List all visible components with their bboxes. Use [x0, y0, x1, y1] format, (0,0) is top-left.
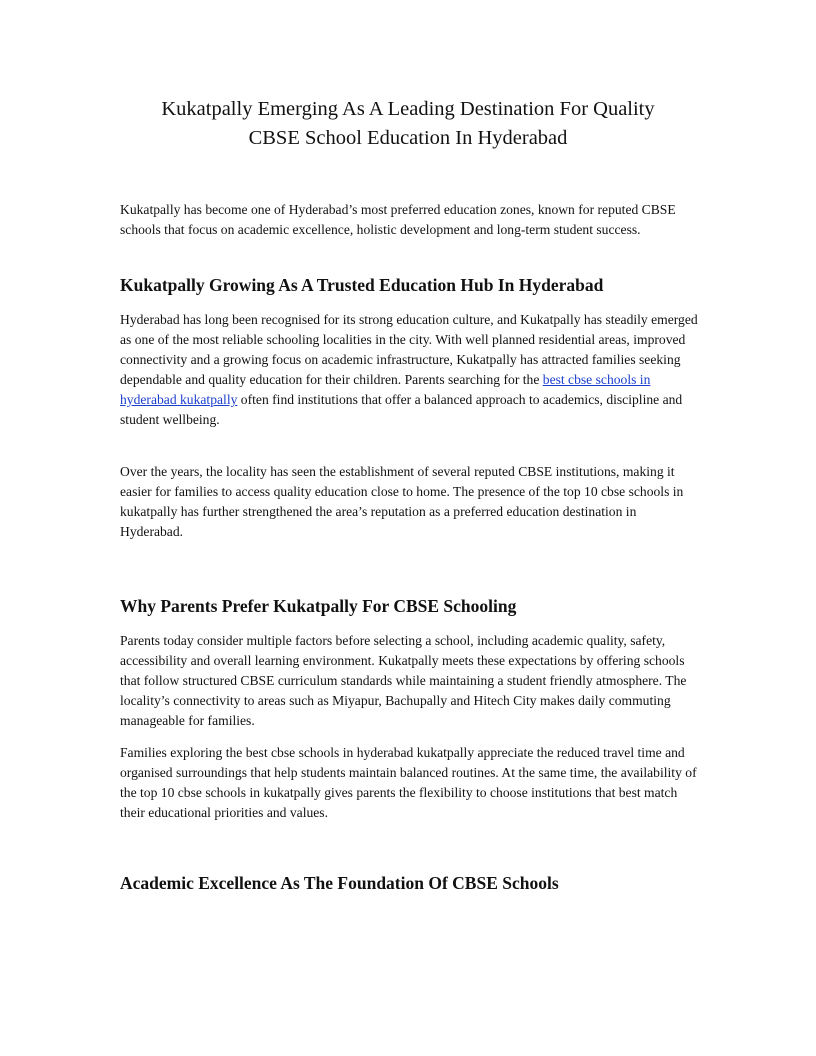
education-hub-paragraph-1 — [120, 310, 702, 430]
section-heading-education-hub: Kukatpally Growing As A Trusted Education Hub In Hyderabad — [120, 275, 604, 295]
section-heading-academic-excellence: Academic Excellence As The Foundation Of CBSE Schools — [120, 873, 559, 893]
section-heading-why-parents-prefer: Why Parents Prefer Kukatpally For CBSE Schooling — [120, 596, 517, 616]
why-parents-paragraph-2: Families exploring the best cbse schools in hyderabad kukatpally appreciate the reduced travel time and organised surroundings that help students maintain balanced routines. At the same time, the availability of the top 10 cbse schools in kukatpally gives parents the flexibility to choose institutions that best match their educational priorities and values. — [120, 745, 697, 820]
best-cbse-schools-link[interactable]: best cbse schools in hyderabad kukatpally — [120, 372, 651, 407]
education-hub-paragraph-2: Over the years, the locality has seen the establishment of several reputed CBSE institutions, making it easier for families to access quality education close to home. The presence of the top 10 cbse schools in kukatpally has further strengthened the area’s reputation as a preferred education destination in Hyderabad. — [120, 464, 684, 539]
document-title — [100, 95, 716, 153]
title-line-1: Kukatpally Emerging As A Leading Destination For Quality — [161, 98, 655, 120]
education-hub-text-before-link: Hyderabad has long been recognised for its strong education culture, and Kukatpally has steadily emerged as one of the most reliable schooling localities in the city. With well planned residential areas, improved connectivity and a growing focus on academic infrastructure, Kukatpally has attracted families seeking dependable and quality education for their children. Parents searching for the — [120, 312, 698, 387]
education-hub-text-after-link: often find institutions that offer a balanced approach to academics, discipline and student wellbeing. — [120, 392, 683, 427]
title-line-2: CBSE School Education In Hyderabad — [248, 127, 568, 149]
why-parents-paragraph-1: Parents today consider multiple factors before selecting a school, including academic quality, safety, accessibility and overall learning environment. Kukatpally meets these expectations by offering schools that follow structured CBSE curriculum standards while maintaining a student friendly atmosphere. The locality’s connectivity to areas such as Miyapur, Bachupally and Hitech City makes daily commuting manageable for families. — [120, 633, 687, 728]
intro-paragraph: Kukatpally has become one of Hyderabad’s most preferred education zones, known for reputed CBSE schools that focus on academic excellence, holistic development and long-term student success. — [120, 202, 676, 237]
